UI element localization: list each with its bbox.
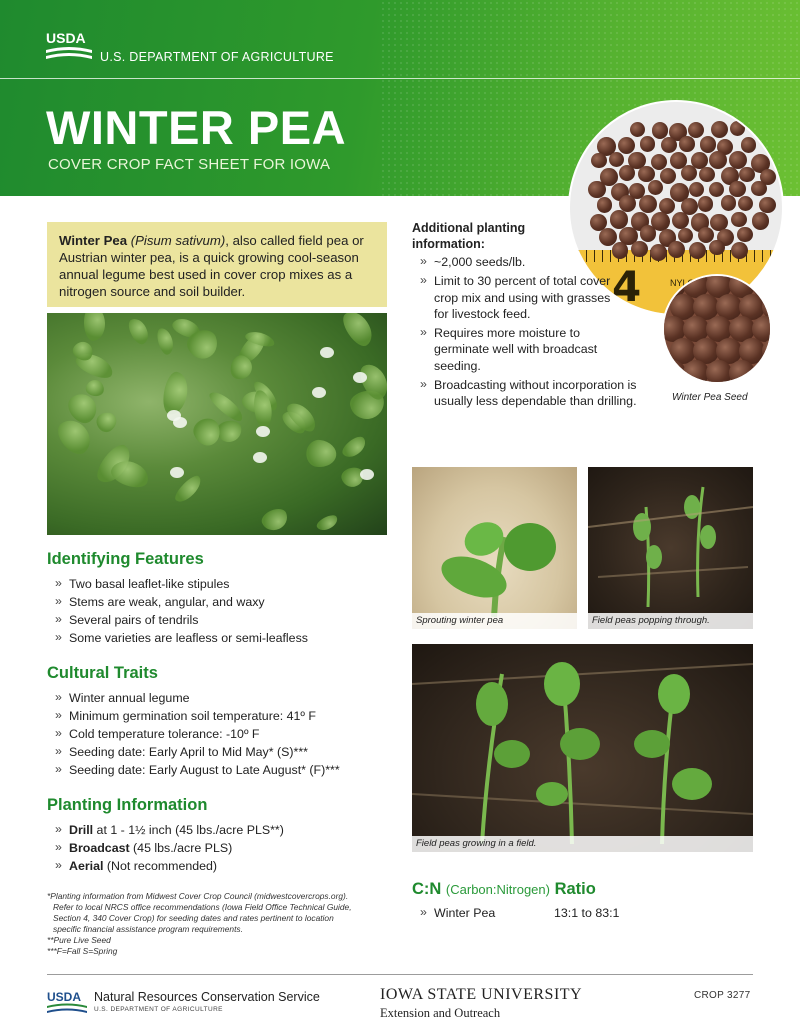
leaf (315, 513, 340, 534)
isu-subtitle: Extension and Outreach (380, 1006, 501, 1020)
photo-caption: Field peas popping through. (588, 613, 753, 629)
cn-title-prefix: C:N (412, 880, 442, 898)
list-item: » Seeding date: Early April to Mid May* (S)*** (47, 743, 340, 761)
method-detail: at 1 - 1½ inch (45 lbs./acre PLS**) (93, 823, 284, 837)
usda-logo-text: USDA (46, 30, 86, 46)
method-detail: (Not recommended) (103, 859, 218, 873)
seed (709, 151, 727, 169)
list-item: » Winter annual legume (47, 689, 340, 707)
leaf (172, 473, 205, 506)
leaf (125, 316, 152, 347)
list-item (47, 857, 284, 875)
seed (721, 195, 736, 210)
seed (660, 168, 676, 184)
seed (619, 165, 635, 181)
field-plants-illustration (412, 644, 753, 852)
seedlings-illustration (588, 467, 753, 629)
method-name: Aerial (69, 859, 104, 873)
seed (731, 242, 748, 259)
list-item: » Broadcasting without incorporation is usually less dependable than drilling. (412, 377, 644, 410)
seed (741, 137, 757, 153)
seed (648, 180, 663, 195)
winter-pea-field-photo (47, 313, 387, 535)
additional-title-line: Additional planting (412, 221, 526, 235)
nrcs-name: Natural Resources Conservation Service (94, 990, 320, 1004)
footer-usda-text: USDA (47, 990, 82, 1004)
usda-logo (46, 30, 92, 64)
seed (738, 196, 753, 211)
peas-in-field-photo (412, 644, 753, 852)
footnotes (47, 891, 397, 957)
seed (699, 167, 714, 182)
method-name: Drill (69, 823, 94, 837)
leaf (155, 326, 176, 355)
seed (709, 240, 724, 255)
footnote-line: Section 4, 340 Cover Crop) for seeding dates and rates pertinent to location (53, 913, 334, 923)
list-item: » Cold temperature tolerance: -10º F (47, 725, 340, 743)
intro-box (47, 222, 387, 307)
seed (640, 225, 656, 241)
seed (752, 360, 772, 384)
seed (668, 241, 685, 258)
planting-information-list (47, 821, 284, 875)
page-title: WINTER PEA (46, 101, 347, 154)
seed (689, 242, 706, 259)
seed (688, 122, 704, 138)
bullet-icon: » (420, 905, 427, 919)
peas-popping-photo (588, 467, 753, 629)
seed (679, 136, 695, 152)
footer-usda-logo (47, 990, 87, 1016)
seed (661, 137, 677, 153)
list-item: » Seeding date: Early August to Late August* (F)*** (47, 761, 340, 779)
pea-flower (170, 467, 184, 478)
seed (639, 195, 657, 213)
method-detail: (45 lbs./acre PLS) (129, 841, 233, 855)
footer-divider (47, 974, 753, 975)
footnote-line: *Planting information from Midwest Cover Crop Council (midwestcovercrops.org). (47, 891, 349, 901)
seed (618, 137, 635, 154)
list-item: » Stems are weak, angular, and waxy (47, 593, 308, 611)
cn-title-middle: (Carbon:Nitrogen) (445, 882, 550, 897)
seed-caption: Winter Pea Seed (672, 392, 748, 403)
footnote-line: Refer to local NRCS office recommendations (Iowa Field Office Technical Guide, (53, 902, 352, 912)
leaf (259, 506, 291, 534)
seed (698, 196, 713, 211)
seed (729, 181, 745, 197)
pea-flower (360, 469, 374, 480)
photo-caption: Field peas growing in a field. (412, 836, 753, 852)
seed (737, 227, 753, 243)
page-subtitle: COVER CROP FACT SHEET FOR IOWA (48, 156, 331, 173)
seed (700, 136, 716, 152)
leaf (190, 415, 224, 449)
intro-text: , also called field pea or Austrian winter pea, is a quick growing cool-season annual legume best used in cover crop mixes as a nitrogen source and soil builder. (59, 233, 364, 299)
seed (730, 121, 745, 136)
pea-flower (253, 452, 267, 463)
seed (739, 167, 755, 183)
seed (609, 152, 624, 167)
additional-title-line: information: (412, 237, 485, 251)
seed (631, 241, 647, 257)
list-item: » Two basal leaflet-like stipules (47, 575, 308, 593)
leaf (305, 439, 338, 469)
cultural-traits-list (47, 689, 340, 779)
photo-caption: Sprouting winter pea (412, 613, 577, 629)
list-item: » Minimum germination soil temperature: 41º F (47, 707, 340, 725)
additional-info-list (412, 254, 637, 413)
document-code: CROP 3277 (694, 990, 751, 1001)
pea-flower (312, 387, 326, 398)
sprouting-pea-photo (412, 467, 577, 629)
leaf (216, 419, 244, 444)
additional-info-title (412, 220, 592, 252)
pea-flower (173, 417, 187, 428)
identifying-features-title: Identifying Features (47, 550, 204, 568)
cultural-traits-title: Cultural Traits (47, 664, 158, 682)
cn-value: 13:1 to 83:1 (554, 906, 620, 920)
list-item: » Some varieties are leafless or semi-leafless (47, 629, 308, 647)
seed (709, 182, 724, 197)
pea-flower (256, 426, 270, 437)
seed (731, 212, 746, 227)
leaf (340, 433, 370, 461)
seed (630, 122, 645, 137)
seed (689, 182, 704, 197)
nrcs-subtitle: U.S. DEPARTMENT OF AGRICULTURE (94, 1006, 223, 1013)
seed-zoom-photo (662, 274, 772, 384)
seed (640, 136, 656, 152)
leaf (93, 408, 121, 435)
seed (711, 121, 728, 138)
seed (752, 212, 770, 230)
intro-name: Winter Pea (59, 233, 128, 248)
isu-name: IOWA STATE UNIVERSITY (380, 986, 583, 1003)
leaf (83, 313, 105, 341)
intro-scientific: (Pisum sativum) (130, 233, 226, 248)
cn-label: Winter Pea (434, 906, 496, 920)
cn-ratio-title (412, 880, 596, 899)
planting-information-title: Planting Information (47, 796, 208, 814)
sprout-illustration (412, 467, 577, 629)
seed (597, 197, 612, 212)
seed (591, 153, 607, 169)
pea-flower (353, 372, 367, 383)
seed (759, 197, 776, 214)
pea-flower (320, 347, 334, 358)
footnote-line: specific financial assistance program requirements. (53, 924, 243, 934)
seed (751, 181, 767, 197)
list-item: » Several pairs of tendrils (47, 611, 308, 629)
seed (681, 165, 697, 181)
list-item: » ~2,000 seeds/lb. (412, 254, 632, 270)
header-divider (0, 78, 800, 79)
leaf (338, 313, 377, 350)
footnote-line: **Pure Live Seed (47, 935, 111, 945)
method-name: Broadcast (69, 841, 130, 855)
ruler-number: 4 (612, 262, 642, 311)
seed (672, 212, 689, 229)
cn-title-suffix: Ratio (554, 880, 596, 898)
footnote-line: ***F=Fall S=Spring (47, 946, 118, 956)
list-item: » Requires more moisture to germinate well with broadcast seeding. (412, 325, 629, 374)
department-name: U.S. DEPARTMENT OF AGRICULTURE (100, 50, 334, 64)
list-item (47, 839, 284, 857)
seed (650, 244, 667, 261)
list-item: » Limit to 30 percent of total cover crop mix and using with grasses for livestock feed. (412, 273, 619, 322)
identifying-features-list (47, 575, 308, 647)
list-item (47, 821, 284, 839)
seed (588, 181, 606, 199)
